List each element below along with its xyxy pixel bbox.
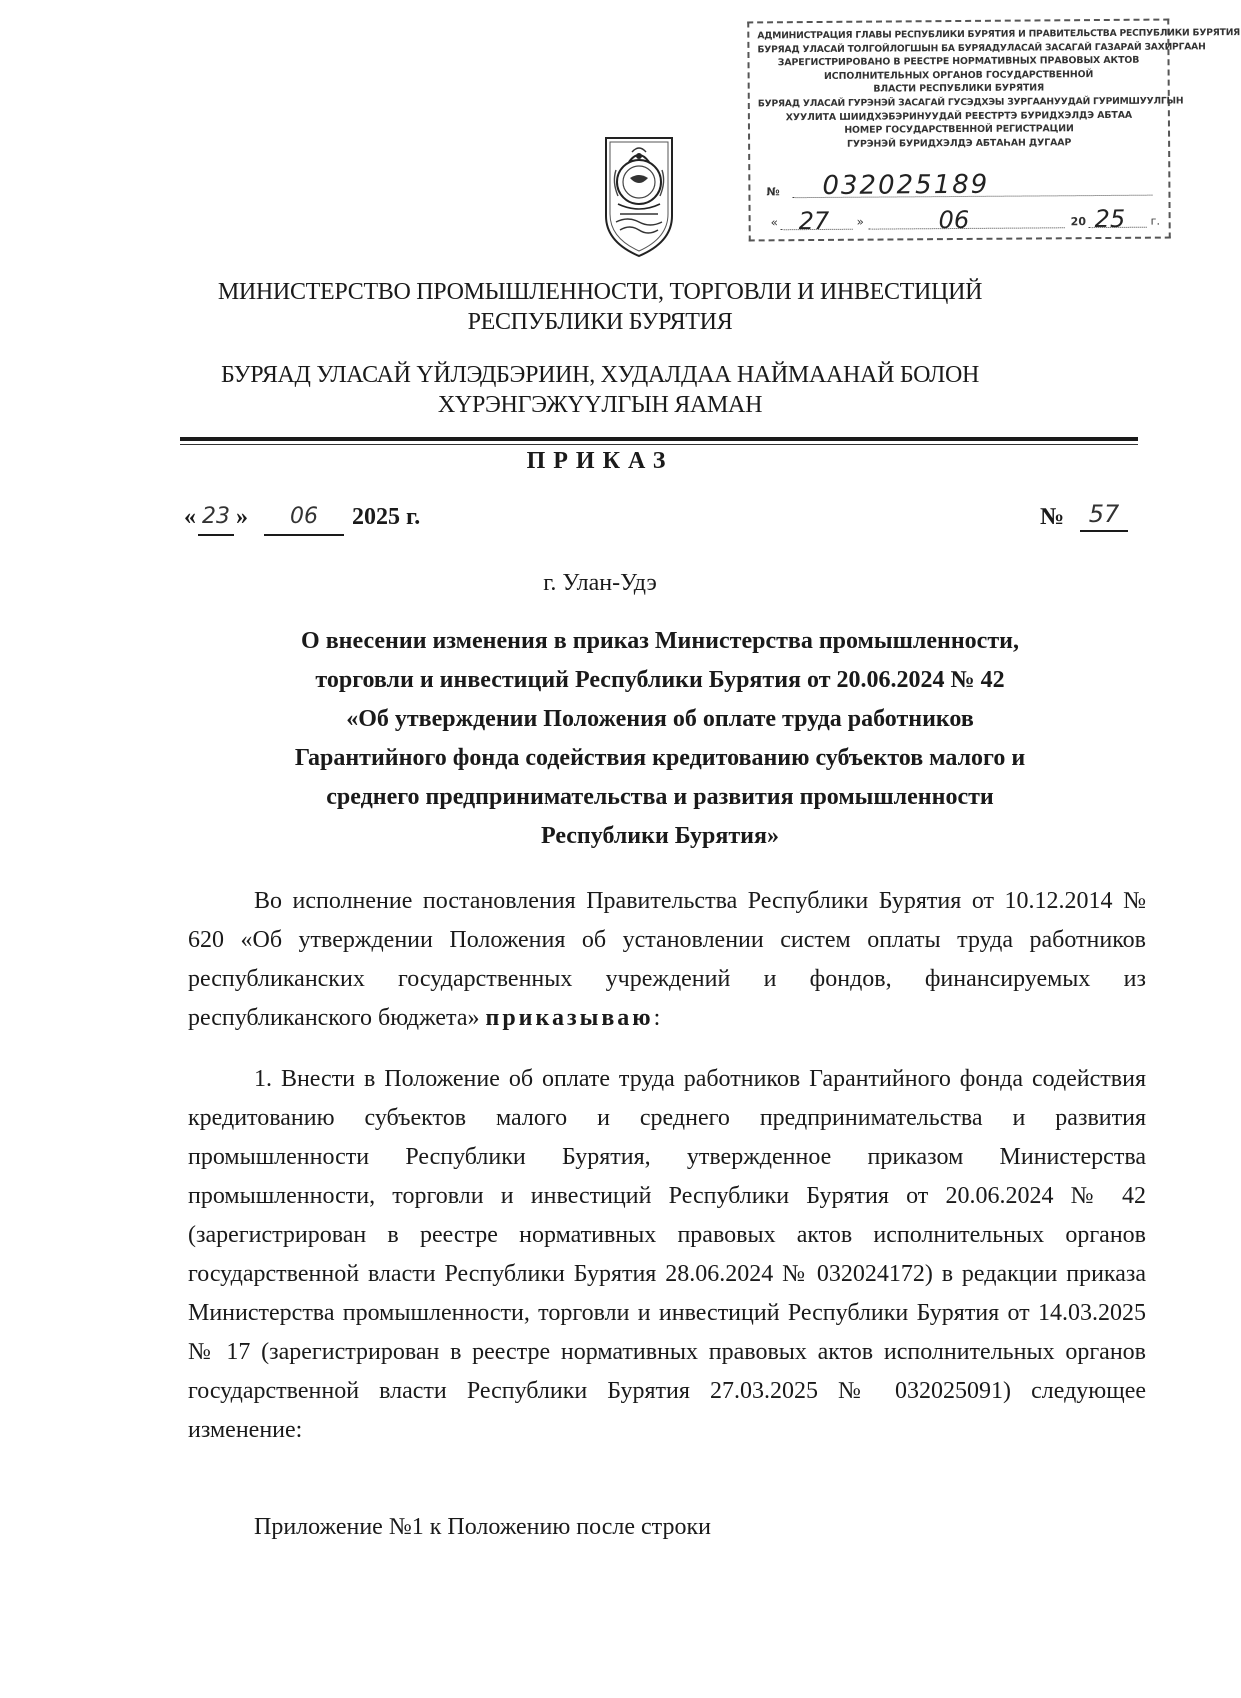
body-paragraph-appendix: Приложение №1 к Положению после строки [254, 1514, 711, 1540]
preamble-text: Во исполнение постановления Правительства Республики Бурятия от 10.12.2014 № 620 «Об утверждении Положения об установлении систем оплаты труда работников республиканских государственных учреждений и фондов, финансируемых из республиканского бюджета» [188, 888, 1146, 1031]
order-month: 06 [264, 504, 344, 536]
body-paragraph-preamble [188, 882, 1146, 1038]
stamp-line: БУРЯАД УЛАСАЙ ТОЛГОЙЛОГШЫН БА БУРЯАДУЛАСАЙ ЗАСАГАЙ ГАЗАРАЙ ЗАХИРГААН [757, 40, 1206, 55]
stamp-year-prefix: 20 [1070, 215, 1087, 229]
stamp-line: ИСПОЛНИТЕЛЬНЫХ ОРГАНОВ ГОСУДАРСТВЕННОЙ [823, 68, 1094, 82]
ministry-name-russian [100, 277, 1100, 337]
preamble-emphasis: приказываю [485, 1005, 654, 1031]
ministry-bur-line: БУРЯАД УЛАСАЙ ҮЙЛЭДБЭРИИН, ХУДАЛДАА НАЙМААНАЙ БОЛОН [220, 362, 980, 388]
stamp-number-label: № [766, 185, 780, 199]
order-heading: ПРИКАЗ [526, 448, 674, 474]
ministry-bur-line: ХҮРЭНГЭЖҮҮЛГЫН ЯАМАН [437, 392, 763, 418]
preamble-colon: : [653, 1005, 661, 1031]
date-open-quote: « [184, 504, 196, 530]
stamp-registration-number [762, 169, 1158, 202]
registration-stamp [747, 19, 1241, 242]
order-year: 2025 г. [352, 504, 421, 530]
stamp-line: НОМЕР ГОСУДАРСТВЕННОЙ РЕГИСТРАЦИИ [844, 123, 1074, 136]
order-number [1040, 500, 1140, 536]
title-line: среднего предпринимательства и развития промышленности [326, 784, 994, 810]
stamp-line: АДМИНИСТРАЦИЯ ГЛАВЫ РЕСПУБЛИКИ БУРЯТИЯ И ПРАВИТЕЛЬСТВА РЕСПУБЛИКИ БУРЯТИЯ [757, 27, 1241, 42]
body-paragraph-item-1: 1. Внести в Положение об оплате труда работников Гарантийного фонда содействия кредитованию субъектов малого и среднего предпринимательства и развития промышленности Республики Бурятия, утвержденное приказом Министерства промышленности, торговли и инвестиций Республики Бурятия от 20.06.2024 № 42 (зарегистрирован в реестре нормативных правовых актов исполнительных органов государственной власти Республики Бурятия 28.06.2024 № 032024172) в редакции приказа Министерства промышленности, торговли и инвестиций Республики Бурятия от 14.03.2025 № 17 (зарегистрирован в реестре нормативных правовых актов исполнительных органов государственной власти Республики Бурятия 27.03.2025 № 032025091) следующее изменение: [188, 1066, 1146, 1443]
title-line: Республики Бурятия» [540, 823, 779, 849]
stamp-number-value: 032025189 [822, 169, 990, 201]
title-line: торговли и инвестиций Республики Бурятия от 20.06.2024 № 42 [315, 667, 1005, 693]
order-title [190, 622, 1130, 856]
stamp-month-value: 06 [938, 205, 970, 235]
order-number-label: № [1040, 504, 1065, 530]
order-number-value: 57 [1080, 500, 1128, 532]
header-divider-thick [180, 437, 1138, 441]
header-divider-thin [180, 444, 1138, 445]
ministry-name-buryat [100, 360, 1100, 420]
order-city: г. Улан-Удэ [543, 570, 657, 596]
stamp-line: ГУРЭНЭЙ БУРИДХЭЛДЭ АБТАҺАН ДУГААР [846, 136, 1072, 150]
coat-of-arms-icon [602, 118, 676, 258]
title-line: О внесении изменения в приказ Министерства промышленности, [301, 628, 1019, 654]
stamp-date-close-quote: » [856, 214, 865, 229]
ministry-ru-line: РЕСПУБЛИКИ БУРЯТИЯ [467, 309, 733, 335]
date-close-quote: » [236, 504, 248, 530]
ministry-ru-line: МИНИСТЕРСТВО ПРОМЫШЛЕННОСТИ, ТОРГОВЛИ И ИНВЕСТИЦИЙ [217, 279, 983, 305]
stamp-year-value: 25 [1094, 204, 1126, 234]
stamp-year-unit: г. [1150, 214, 1160, 228]
stamp-line: ХУУЛИТА ШИИДХЭБЭРИНУУДАЙ РЕЕСТРТЭ БУРИДХЭЛДЭ АБТАА [785, 109, 1133, 123]
stamp-day-value: 27 [798, 206, 830, 236]
title-line: «Об утверждении Положения об оплате труда работников [346, 706, 974, 732]
stamp-date-open-quote: « [770, 215, 779, 230]
stamp-line: ЗАРЕГИСТРИРОВАНО В РЕЕСТРЕ НОРМАТИВНЫХ ПРАВОВЫХ АКТОВ [777, 54, 1140, 69]
title-line: Гарантийного фонда содействия кредитованию субъектов малого и [294, 745, 1026, 771]
order-day: 23 [198, 504, 234, 536]
stamp-line: БУРЯАД УЛАСАЙ ГУРЭНЭЙ ЗАСАГАЙ ГУСЭДХЭЫ ЗУРГААНУУДАЙ ГУРИМШУУЛГЫН [757, 95, 1184, 110]
stamp-line: ВЛАСТИ РЕСПУБЛИКИ БУРЯТИЯ [873, 82, 1045, 95]
stamp-registration-date [763, 204, 1160, 236]
